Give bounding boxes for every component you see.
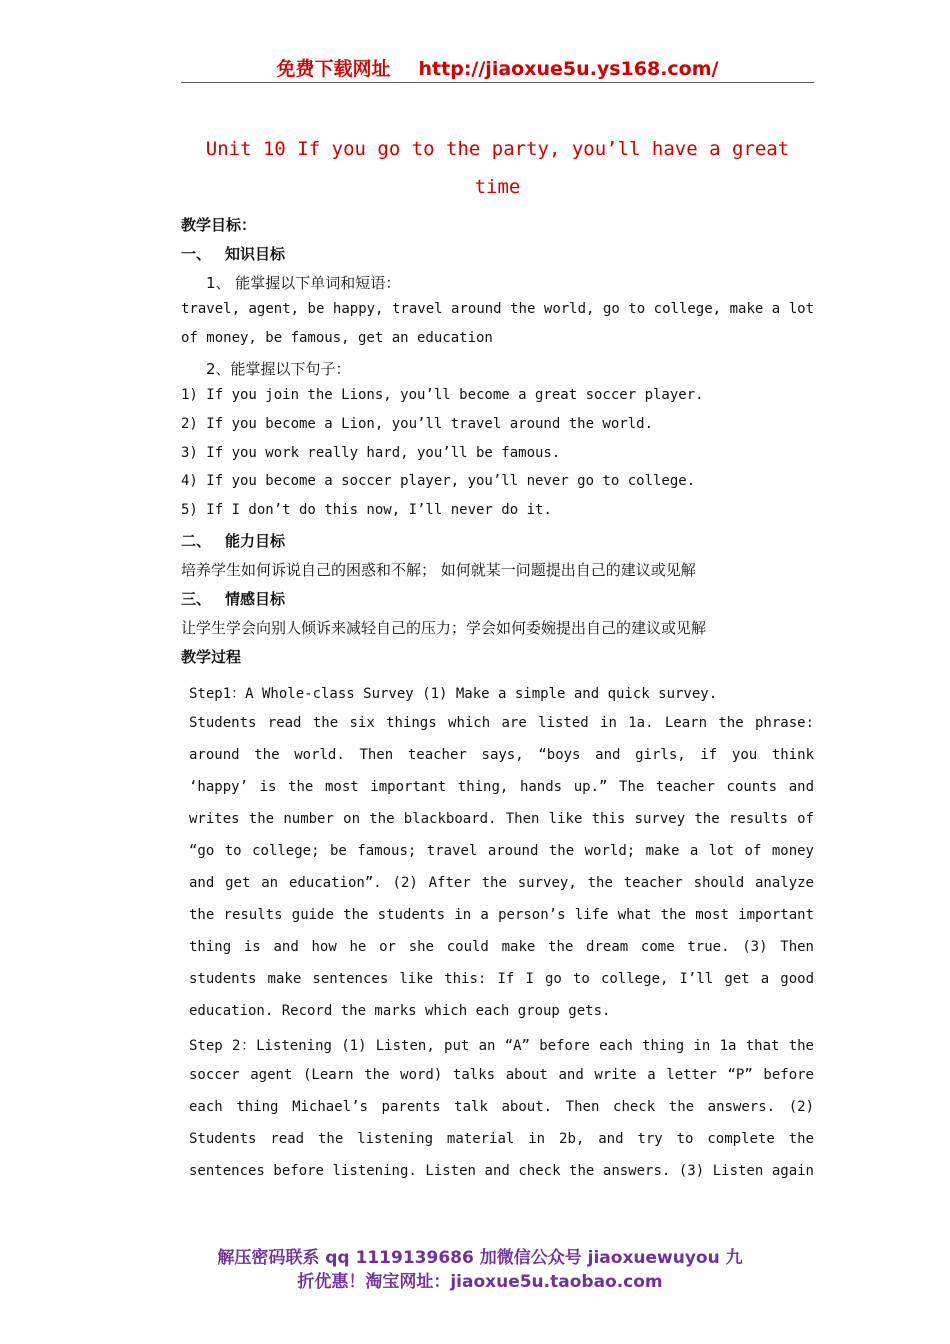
process-line: sentences before listening. Listen and check the answers. (3) Listen again: [189, 1163, 814, 1179]
header-label: 免费下载网址: [276, 58, 391, 80]
process-line: Step1：A Whole-class Survey (1) Make a simple and quick survey.: [189, 686, 718, 702]
footer-line-2: 折优惠！淘宝网址：jiaoxue5u.taobao.com: [297, 1272, 663, 1292]
section-3-title: 情感目标: [225, 590, 286, 608]
process-line: writes the number on the blackboard. Then like this survey the results of: [189, 811, 814, 827]
sentence-2: 2) If you become a Lion, you’ll travel around the world.: [181, 416, 654, 432]
sentence-5: 5) If I don’t do this now, I’ll never do it.: [181, 502, 552, 518]
footer-line-1: 解压密码联系 qq 1119139686 加微信公众号 jiaoxuewuyou 九: [217, 1248, 743, 1268]
process-line: education. Record the marks which each group gets.: [189, 1003, 611, 1019]
process-line: the results guide the students in a person’s life what the most important: [189, 907, 814, 923]
sentences-item-heading: 2、能掌握以下句子：: [206, 360, 351, 378]
process-line: around the world. Then teacher says, “boys and girls, if you think: [189, 747, 814, 763]
section-2-text: 培养学生如何诉说自己的困惑和不解； 如何就某一问题提出自己的建议或见解: [181, 561, 696, 579]
process-heading: 教学过程: [181, 648, 242, 666]
sentence-4: 4) If you become a soccer player, you’ll never go to college.: [181, 473, 696, 489]
header-url-link[interactable]: http://jiaoxue5u.ys168.com/: [418, 58, 719, 80]
title-line-2: time: [474, 176, 521, 198]
page-header: [181, 54, 814, 81]
process-line: Students read the listening material in 2b, and try to complete the: [189, 1131, 814, 1147]
sentence-3: 3) If you work really hard, you’ll be famous.: [181, 445, 561, 461]
section-3-number: 三、: [181, 590, 212, 608]
process-line: students make sentences like this: If I go to college, I’ll get a good: [189, 971, 814, 987]
section-2-heading: [181, 530, 285, 551]
process-line: each thing Michael’s parents talk about. Then check the answers. (2): [189, 1099, 814, 1115]
process-line: “go to college; be famous; travel around the world; make a lot of money: [189, 843, 814, 859]
sentence-1: 1) If you join the Lions, you’ll become a great soccer player.: [181, 387, 704, 403]
section-1-title: 知识目标: [225, 245, 286, 263]
process-line: thing is and how he or she could make the dream come true. (3) Then: [189, 939, 814, 955]
process-line: ‘happy’ is the most important thing, hands up.” The teacher counts and: [189, 779, 814, 795]
section-1-heading: [181, 243, 285, 264]
section-3-text: 让学生学会向别人倾诉来减轻自己的压力；学会如何委婉提出自己的建议或见解: [181, 619, 707, 637]
vocab-line-1: travel, agent, be happy, travel around the world, go to college, make a lot: [181, 301, 814, 317]
vocab-line-2: of money, be famous, get an education: [181, 330, 493, 346]
goals-heading: 教学目标：: [181, 216, 257, 234]
section-3-heading: [181, 588, 285, 609]
process-line: soccer agent (Learn the word) talks about and write a letter “P” before: [189, 1067, 814, 1083]
title-line-1: Unit 10 If you go to the party, you’ll have a great: [205, 138, 790, 160]
process-line: and get an education”. (2) After the survey, the teacher should analyze: [189, 875, 814, 891]
section-2-title: 能力目标: [225, 532, 286, 550]
section-2-number: 二、: [181, 532, 212, 550]
vocab-item-heading: 1、 能掌握以下单词和短语：: [206, 274, 401, 292]
process-line: Step 2：Listening (1) Listen, put an “A” before each thing in 1a that the: [189, 1038, 814, 1054]
section-1-number: 一、: [181, 245, 212, 263]
process-line: Students read the six things which are listed in 1a. Learn the phrase:: [189, 715, 814, 731]
header-divider: [181, 82, 814, 83]
